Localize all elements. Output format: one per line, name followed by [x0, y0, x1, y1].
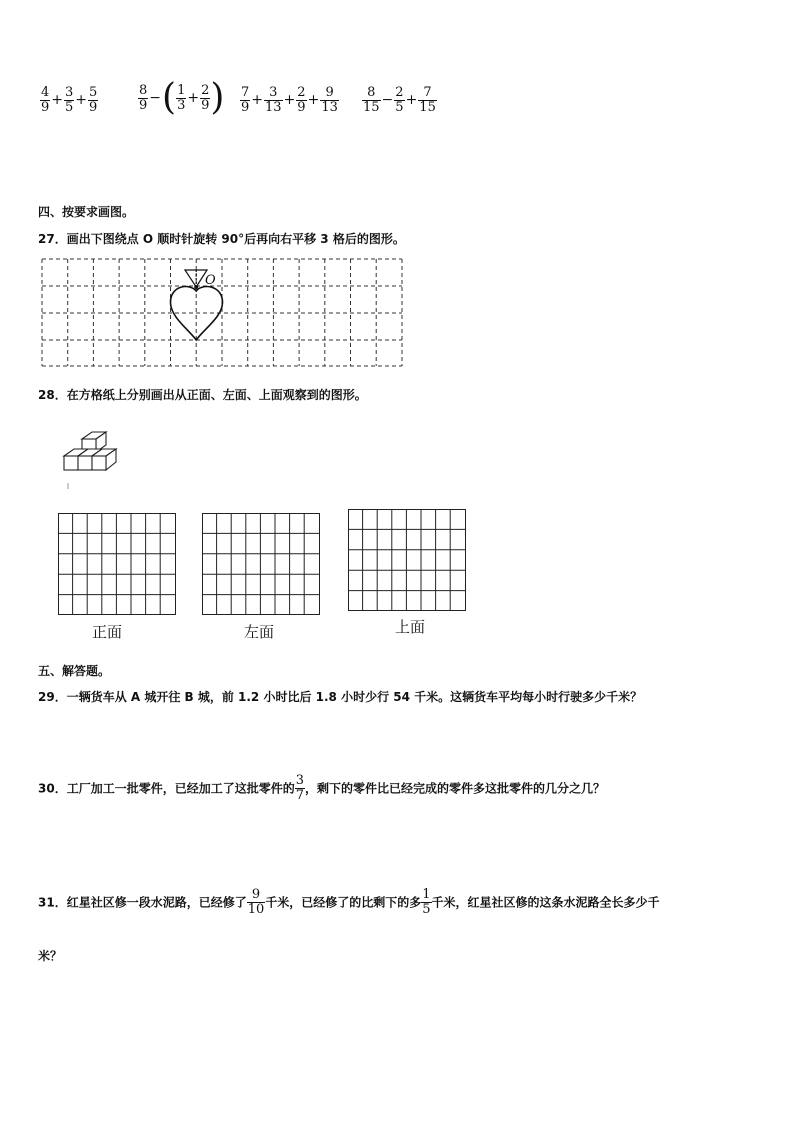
question-31-text-c: 千米，红星社区修的这条水泥路全长多少千: [431, 895, 660, 910]
fraction: $\frac{5}{9}$: [89, 85, 98, 115]
fraction: $\frac{4}{9}$: [41, 85, 50, 115]
fraction: $\frac{3}{5}$: [65, 85, 74, 115]
fraction: $\frac{1}{3}$: [177, 82, 186, 113]
top-view-label: 上面: [395, 618, 426, 636]
question-31-text-a: 31．红星社区修一段水泥路，已经修了: [38, 895, 247, 910]
top-view-grid: [348, 509, 466, 611]
question-29: 29．一辆货车从 A 城开往 B 城，前 1.2 小时比后 1.8 小时少行 54 千米。这辆货车平均每小时行驶多少千米？: [38, 690, 643, 704]
point-o: [194, 285, 198, 289]
front-view-label: 正面: [92, 623, 123, 641]
expression-3: $\frac{7}{9}$ + $\frac{3}{13}$ + $\frac{2}{9}$ + $\frac{9}{13}$: [241, 85, 338, 115]
fraction: $\frac{1}{5}$: [422, 887, 431, 917]
question-30: [38, 774, 605, 802]
fraction: $\frac{8}{15}$: [363, 85, 380, 115]
triangle-marker: [185, 270, 207, 287]
expression-2: $\frac{8}{9}$ −( $\frac{1}{3}$ + $\frac{2}{9}$ ): [139, 77, 225, 118]
question-31: [38, 888, 660, 916]
section-5-title: 五、解答题。: [38, 664, 111, 678]
section-4-title: 四、按要求画图。: [38, 205, 135, 219]
fraction: $\frac{9}{13}$: [321, 85, 338, 115]
fraction: $\frac{3}{7}$: [295, 773, 304, 803]
fraction: $\frac{3}{13}$: [265, 85, 282, 115]
question-28: 28．在方格纸上分别画出从正面、左面、上面观察到的图形。: [38, 388, 367, 402]
question-27: 27．画出下图绕点 O 顺时针旋转 90°后再向右平移 3 格后的图形。: [38, 232, 405, 246]
expression-4: $\frac{8}{15}$ − $\frac{2}{5}$ + $\frac{7}{15}$: [363, 85, 436, 115]
fraction: $\frac{8}{9}$: [139, 82, 148, 113]
fraction: $\frac{7}{15}$: [419, 85, 436, 115]
fraction: $\frac{9}{10}$: [247, 887, 265, 917]
question-31-text-b: 千米，已经修了的比剩下的多: [265, 895, 422, 910]
cube-figure: [58, 425, 138, 495]
point-o-label: O: [205, 273, 216, 288]
dashed-grid-figure: [42, 257, 402, 367]
fraction: $\frac{2}{5}$: [395, 85, 404, 115]
fraction: $\frac{2}{9}$: [297, 85, 306, 115]
fraction: $\frac{2}{9}$: [201, 82, 210, 113]
question-31-continued: 米？: [38, 949, 63, 963]
question-30-text-a: 30．工厂加工一批零件，已经加工了这批零件的: [38, 781, 295, 796]
question-30-text-b: ，剩下的零件比已经完成的零件多这批零件的几分之几？: [304, 781, 605, 796]
fraction: $\frac{7}{9}$: [241, 85, 250, 115]
expression-1: $\frac{4}{9}$ + $\frac{3}{5}$ + $\frac{5}{9}$: [41, 85, 98, 115]
left-view-grid: [202, 513, 320, 615]
front-view-grid: [58, 513, 176, 615]
left-view-label: 左面: [244, 623, 275, 641]
